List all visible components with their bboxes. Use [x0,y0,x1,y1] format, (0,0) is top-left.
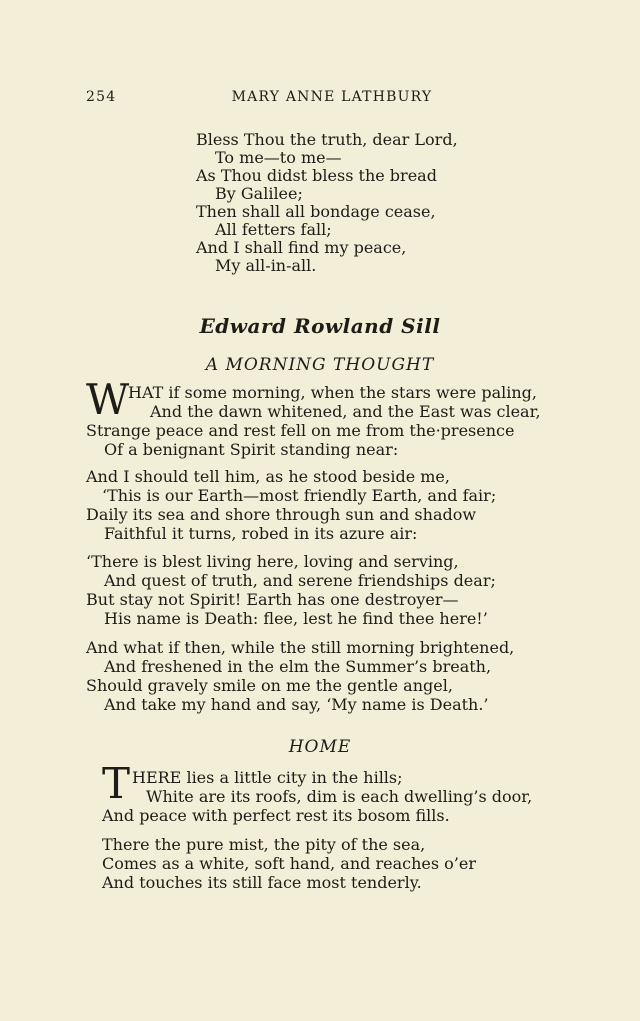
verse-line: Of a benignant Spirit standing near: [104,440,399,459]
author-heading: Edward Rowland Sill [199,314,441,338]
verse-line: Daily its sea and shore through sun and shadow [86,505,477,524]
verse-line: And take my hand and say, ‘My name is Death.’ [104,695,489,714]
verse-line: And touches its still face most tenderly. [102,873,422,892]
verse-line: Faithful it turns, robed in its azure air: [104,524,418,543]
verse-line: There the pure mist, the pity of the sea, [102,835,426,854]
poem-title-home: HOME [288,737,352,757]
verse-line: And I shall find my peace, [196,238,407,257]
verse-line: And quest of truth, and serene friendships dear; [104,571,496,590]
running-head [0,89,640,109]
verse-line: ‘This is our Earth—most friendly Earth, and fair; [102,486,497,505]
verse-line: And freshened in the elm the Summer’s breath, [104,657,492,676]
verse-line: But stay not Spirit! Earth has one destroyer— [86,590,459,609]
verse-line: Strange peace and rest fell on me from the·presence [86,421,515,440]
verse-line: Comes as a white, soft hand, and reaches o’er [102,854,476,873]
verse-line: Then shall all bondage cease, [196,202,436,221]
verse-line: All fetters fall; [215,220,332,239]
verse-line: Should gravely smile on me the gentle angel, [86,676,453,695]
verse-line: HAT if some morning, when the stars were paling, [128,383,537,402]
verse-line: HERE lies a little city in the hills; [132,768,403,787]
verse-line: His name is Death: flee, lest he find thee here!’ [104,609,488,628]
running-head-title: MARY ANNE LATHBURY [231,89,433,105]
poem-title-morning: A MORNING THOUGHT [205,355,435,375]
page-number: 254 [86,89,117,105]
verse-line: As Thou didst bless the bread [196,166,437,185]
drop-cap: W [86,375,130,424]
verse-line: And the dawn whitened, and the East was clear, [150,402,541,421]
verse-line: Bless Thou the truth, dear Lord, [196,130,458,149]
verse-line: By Galilee; [215,184,303,203]
verse-line: And what if then, while the still morning brightened, [86,638,515,657]
drop-cap: T [102,759,131,808]
verse-line: And I should tell him, as he stood beside me, [86,467,450,486]
verse-line: To me—to me— [215,148,342,167]
verse-line: My all-in-all. [215,256,317,275]
verse-line: ‘There is blest living here, loving and serving, [86,552,459,571]
verse-line: And peace with perfect rest its bosom fills. [102,806,450,825]
verse-line: White are its roofs, dim is each dwelling’s door, [146,787,533,806]
